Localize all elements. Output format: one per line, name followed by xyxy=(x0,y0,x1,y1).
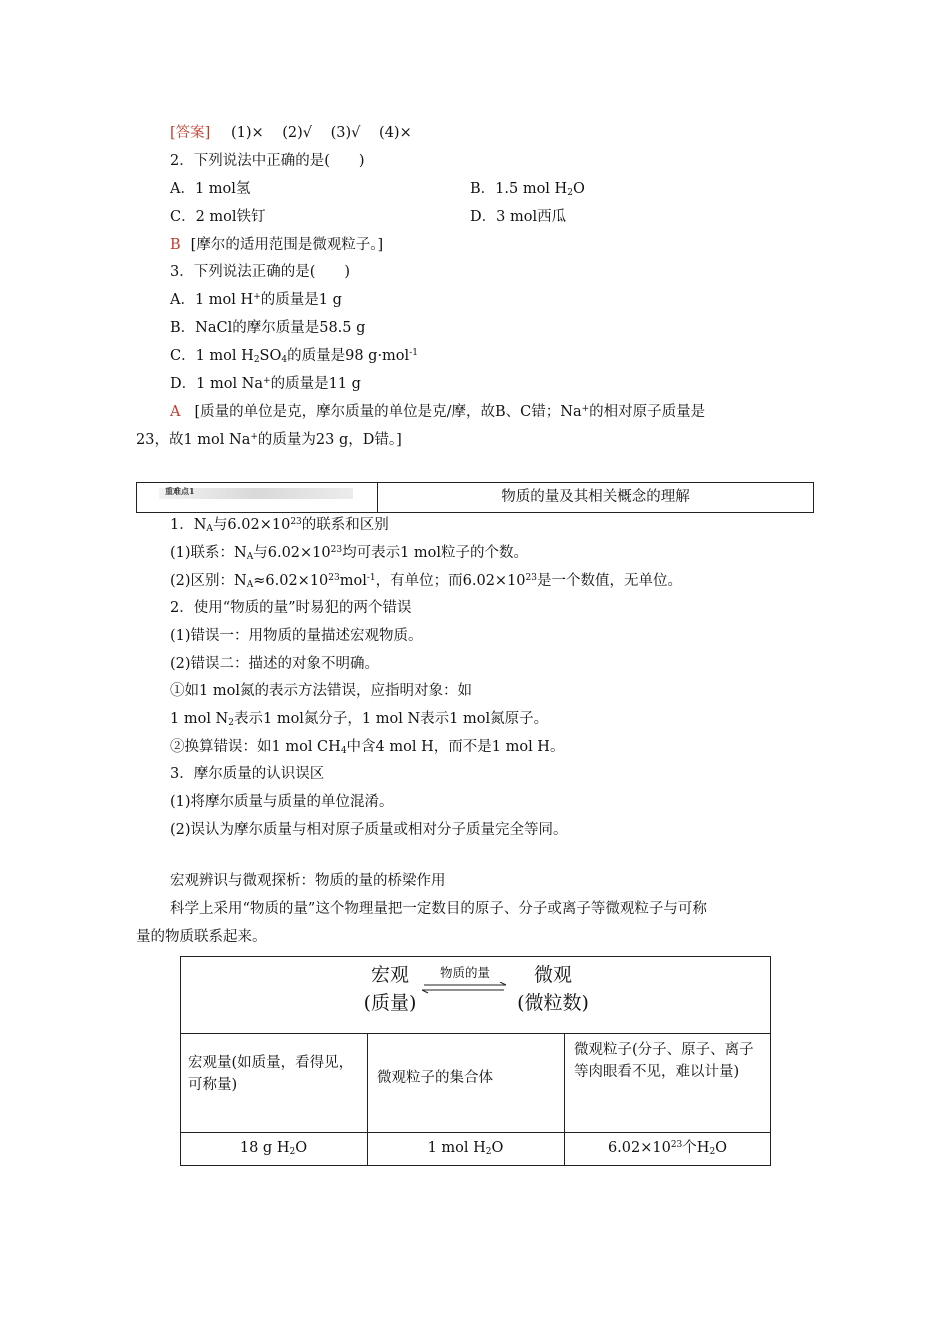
q3-explanation-line2 xyxy=(136,430,402,450)
section-tag: 重难点1 xyxy=(165,486,195,496)
p2-l5-pre: ②换算错误：如1 mol CH xyxy=(170,739,341,755)
q3-expl2-post: 的质量为23 g，D错。] xyxy=(257,432,402,448)
p1-l2-mid2: mol xyxy=(339,573,367,589)
p1-l2-mid3: ，有单位；而6.02×10 xyxy=(375,573,526,589)
bridge-para-line-2: 量的物质联系起来。 xyxy=(136,929,267,945)
q2-option-b-text: B．1.5 mol H xyxy=(470,181,568,197)
p1-l2-sub: A xyxy=(246,580,254,590)
q2-explanation-text: [摩尔的适用范围是微观粒子。] xyxy=(190,237,384,253)
q3-expl2-pre: 23，故1 mol Na xyxy=(136,432,251,448)
point-2-line-5 xyxy=(170,737,564,757)
point-2-title: 2．使用“物质的量”时易犯的两个错误 xyxy=(170,600,412,616)
q3-explanation-line1 xyxy=(170,402,705,422)
q3-c-sub2: 4 xyxy=(281,355,288,365)
point-2-line-2: (2)错误二：描述的对象不明确。 xyxy=(170,656,380,672)
p1-l1-pre: (1)联系：N xyxy=(170,545,247,561)
q3-a-post: 的质量是1 g xyxy=(260,292,342,308)
row2-c1-post: O xyxy=(295,1140,308,1156)
p1-l2-mid1: ≈6.02×10 xyxy=(253,573,329,589)
q3-c-mid: SO xyxy=(259,348,282,364)
q2-option-c: C．2 mol铁钉 xyxy=(170,209,266,225)
q3-c-sup: -1 xyxy=(409,348,418,358)
row2-c2-sub: 2 xyxy=(485,1147,492,1157)
answer-line xyxy=(170,123,412,143)
q2-explanation xyxy=(170,235,383,255)
row2-c3-pre: 6.02×10 xyxy=(607,1140,671,1156)
diagram-double-arrow-icon xyxy=(420,982,508,994)
table-rule-2 xyxy=(180,1132,771,1133)
p1-l2-post: 是一个数值，无单位。 xyxy=(536,573,682,589)
p1-title-sub: A xyxy=(206,524,213,534)
q2-option-b-sub: 2 xyxy=(567,188,573,198)
q3-c-sub1: 2 xyxy=(253,355,260,365)
p1-l2-pre: (2)区别：N xyxy=(170,573,247,589)
diagram-arrow-label: 物质的量 xyxy=(439,965,490,980)
q2-stem: 2．下列说法中正确的是( ) xyxy=(170,153,365,169)
point-2-line-4 xyxy=(170,709,548,729)
p1-l2-sup3: 23 xyxy=(525,573,537,583)
point-3-line-2: (2)误认为摩尔质量与相对原子质量或相对分子质量完全等同。 xyxy=(170,822,568,838)
q2-option-a: A．1 mol氢 xyxy=(170,181,251,197)
q2-option-b-post: O xyxy=(572,181,585,197)
point-2-line-3: ①如1 mol氮的表示方法错误，应指明对象：如 xyxy=(170,683,472,699)
point-3-title: 3．摩尔质量的认识误区 xyxy=(170,766,325,782)
p1-l2-sup1: 23 xyxy=(328,573,340,583)
p1-l1-mid: 与6.02×10 xyxy=(253,545,331,561)
table-cell-mol-value xyxy=(367,1137,564,1159)
p1-title-sup: 23 xyxy=(290,517,302,527)
answer-item-1: (1)× xyxy=(230,125,264,141)
q3-expl1-post: 的相对原子质量是 xyxy=(589,404,706,420)
table-cell-count-value xyxy=(564,1137,771,1159)
q3-a-sup: + xyxy=(253,292,261,302)
p2-l5-sub: 4 xyxy=(340,746,347,756)
q2-option-d: D．3 mol西瓜 xyxy=(470,209,567,225)
p2-l4-sub: 2 xyxy=(228,718,234,728)
answer-item-3: (3)√ xyxy=(330,125,361,141)
point-2-line-1: (1)错误一：用物质的量描述宏观物质。 xyxy=(170,628,423,644)
bridge-heading: 宏观辨识与微观探析：物质的量的桥梁作用 xyxy=(170,873,446,889)
answer-item-2: (2)√ xyxy=(282,125,313,141)
q3-expl1-sup: + xyxy=(581,404,590,414)
q3-a-pre: A．1 mol H xyxy=(170,292,254,308)
table-cell-mass-value xyxy=(180,1137,367,1159)
q3-d-pre: D．1 mol Na xyxy=(170,376,264,392)
p1-title-post: 的联系和区别 xyxy=(301,517,389,533)
q3-stem: 3．下列说法正确的是( ) xyxy=(170,264,351,280)
p1-title-mid: 与6.02×10 xyxy=(212,517,291,533)
p1-l2-sup2: -1 xyxy=(366,573,376,583)
diagram-mass: (质量) xyxy=(363,992,417,1014)
q3-expl1-pre: [质量的单位是克，摩尔质量的单位是克/摩，故B、C错；Na xyxy=(194,404,582,420)
diagram-particles: (微粒数) xyxy=(517,992,589,1014)
p1-l1-post: 均可表示1 mol粒子的个数。 xyxy=(342,545,529,561)
row2-c2-pre: 1 mol H xyxy=(427,1140,486,1156)
table-cell-collection: 微观粒子的集合体 xyxy=(377,1070,493,1086)
bridge-para-line-1: 科学上采用“物质的量”这个物理量把一定数目的原子、分子或离子等微观粒子与可称 xyxy=(170,901,707,917)
q3-expl2-sup: + xyxy=(250,432,258,442)
q3-option-d xyxy=(170,374,361,394)
diagram-micro: 微观 xyxy=(533,964,572,986)
point-1-line-2 xyxy=(170,571,682,591)
q3-c-post: 的质量是98 g·mol xyxy=(287,348,410,364)
row2-c3-mid: 个H xyxy=(682,1140,710,1156)
row2-c3-sub: 2 xyxy=(709,1147,716,1157)
p1-title-pre: 1．N xyxy=(170,517,207,533)
row2-c1-pre: 18 g H xyxy=(239,1140,290,1156)
table-rule-1 xyxy=(180,1033,771,1034)
q3-c-pre: C．1 mol H xyxy=(170,348,254,364)
q3-answer-letter: A xyxy=(170,404,181,420)
point-1-line-1 xyxy=(170,543,528,563)
row2-c3-sup: 23 xyxy=(670,1140,683,1150)
row2-c3-post: O xyxy=(715,1140,728,1156)
p2-l4-post: 表示1 mol氮分子，1 mol N表示1 mol氮原子。 xyxy=(233,711,549,727)
table-cell-micro-particles: 微观粒子(分子、原子、离子等肉眼看不见，难以计量) xyxy=(574,1042,754,1080)
q3-option-a xyxy=(170,290,342,310)
row2-c2-post: O xyxy=(491,1140,504,1156)
section-header xyxy=(136,482,814,513)
point-1-title xyxy=(170,515,389,535)
p2-l4-pre: 1 mol N xyxy=(170,711,229,727)
q2-answer-letter: B xyxy=(170,237,181,253)
p1-l1-sup: 23 xyxy=(330,545,343,555)
q3-d-post: 的质量是11 g xyxy=(270,376,361,392)
q3-option-b: B．NaCl的摩尔质量是58.5 g xyxy=(170,320,366,336)
point-3-line-1: (1)将摩尔质量与质量的单位混淆。 xyxy=(170,794,394,810)
answer-item-4: (4)× xyxy=(379,125,412,141)
answer-tag: [答案] xyxy=(170,125,211,141)
diagram-macro: 宏观 xyxy=(370,964,409,986)
p2-l5-post: 中含4 mol H，而不是1 mol H。 xyxy=(346,739,565,755)
row2-c1-sub: 2 xyxy=(289,1147,296,1157)
table-cell-macro-quantity: 宏观量(如质量，看得见，可称量) xyxy=(188,1055,354,1093)
section-title: 物质的量及其相关概念的理解 xyxy=(501,489,690,505)
q3-option-c xyxy=(170,346,418,366)
q3-d-sup: + xyxy=(263,376,271,386)
q2-option-b xyxy=(470,179,585,199)
p1-l1-sub: A xyxy=(246,552,254,562)
